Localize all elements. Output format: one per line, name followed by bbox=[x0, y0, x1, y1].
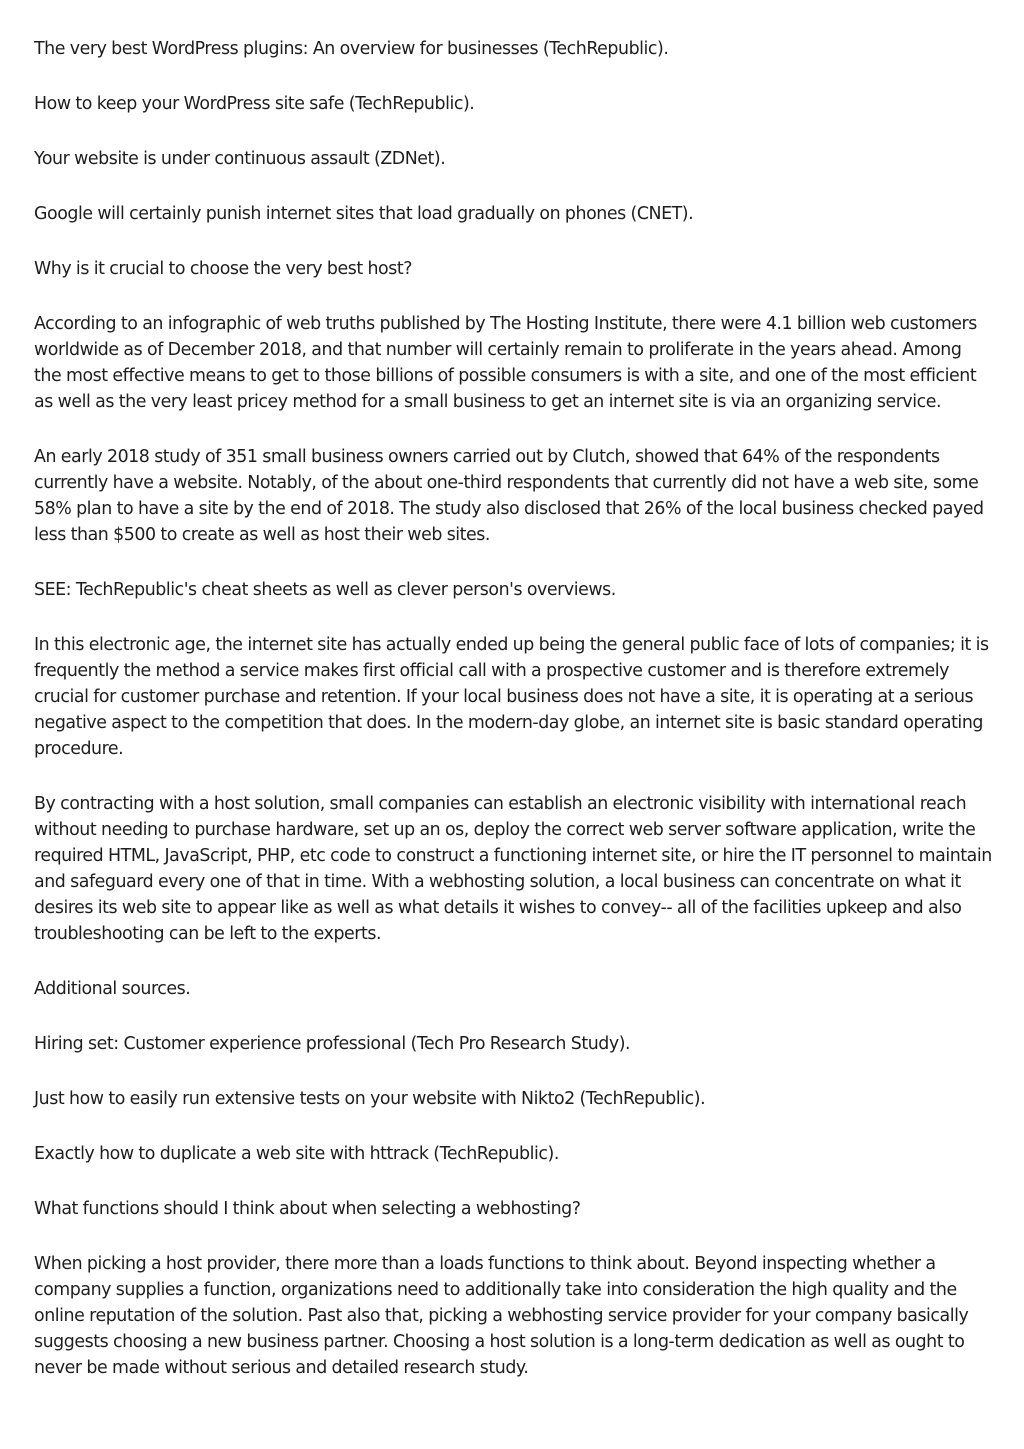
paragraph-heading-best-host: Why is it crucial to choose the very best host? bbox=[34, 259, 413, 279]
paragraph-link-nikto2: Just how to easily run extensive tests on your website with Nikto2 (TechRepublic). bbox=[34, 1089, 706, 1109]
paragraph-link-google-punish: Google will certainly punish internet sites that load gradually on phones (CNET). bbox=[34, 204, 694, 224]
paragraph-picking-host: When picking a host provider, there more than a loads functions to think about. Beyond inspecting whether a company supplies a function, organizations need to additionally take into consideration the high quality and the online reputation of the solution. Past also that, picking a webhosting service provider for your company basically suggests choosing a new business partner. Choosing a host solution is a long-term dedication as well as ought to never be made without serious and detailed research study. bbox=[34, 1254, 969, 1378]
paragraph-additional-sources: Additional sources. bbox=[34, 979, 191, 999]
paragraph-see-cheat-sheets: SEE: TechRepublic's cheat sheets as well as clever person's overviews. bbox=[34, 580, 616, 600]
paragraph-infographic: According to an infographic of web truths published by The Hosting Institute, there were 4.1 billion web customers worldwide as of December 2018, and that number will certainly remain to proliferate in the years ahead. Among the most effective means to get to those billions of possible consumers is with a site, and one of the most efficient as well as the very least pricey method for a small business to get an internet site is via an organizing service. bbox=[34, 314, 977, 412]
paragraph-link-hiring-set: Hiring set: Customer experience professional (Tech Pro Research Study). bbox=[34, 1034, 631, 1054]
paragraph-link-wordpress-plugins: The very best WordPress plugins: An overview for businesses (TechRepublic). bbox=[34, 39, 669, 59]
paragraph-host-solution: By contracting with a host solution, small companies can establish an electronic visibility with international reach without needing to purchase hardware, set up an os, deploy the correct web server software application, write the required HTML, JavaScript, PHP, etc code to construct a functioning internet site, or hire the IT personnel to maintain and safeguard every one of that in time. With a webhosting solution, a local business can concentrate on what it desires its web site to appear like as well as what details it wishes to convey-- all of the facilities upkeep and also troubleshooting can be left to the experts. bbox=[34, 794, 992, 944]
paragraph-clutch-study: An early 2018 study of 351 small business owners carried out by Clutch, showed that 64% of the respondents currently have a website. Notably, of the about one-third respondents that currently did not have a web site, some 58% plan to have a site by the end of 2018. The study also disclosed that 26% of the local business checked payed less than $500 to create as well as host their web sites. bbox=[34, 447, 984, 545]
paragraph-link-wordpress-safe: How to keep your WordPress site safe (TechRepublic). bbox=[34, 94, 475, 114]
paragraph-link-httrack: Exactly how to duplicate a web site with httrack (TechRepublic). bbox=[34, 1144, 559, 1164]
paragraph-electronic-age: In this electronic age, the internet site has actually ended up being the general public face of lots of companies; it is frequently the method a service makes first official call with a prospective customer and is therefore extremely crucial for customer purchase and retention. If your local business does not have a site, it is operating at a serious negative aspect to the competition that does. In the modern-day globe, an internet site is basic standard operating procedure. bbox=[34, 635, 989, 759]
paragraph-heading-functions: What functions should I think about when selecting a webhosting? bbox=[34, 1199, 581, 1219]
paragraph-link-website-assault: Your website is under continuous assault (ZDNet). bbox=[34, 149, 446, 169]
